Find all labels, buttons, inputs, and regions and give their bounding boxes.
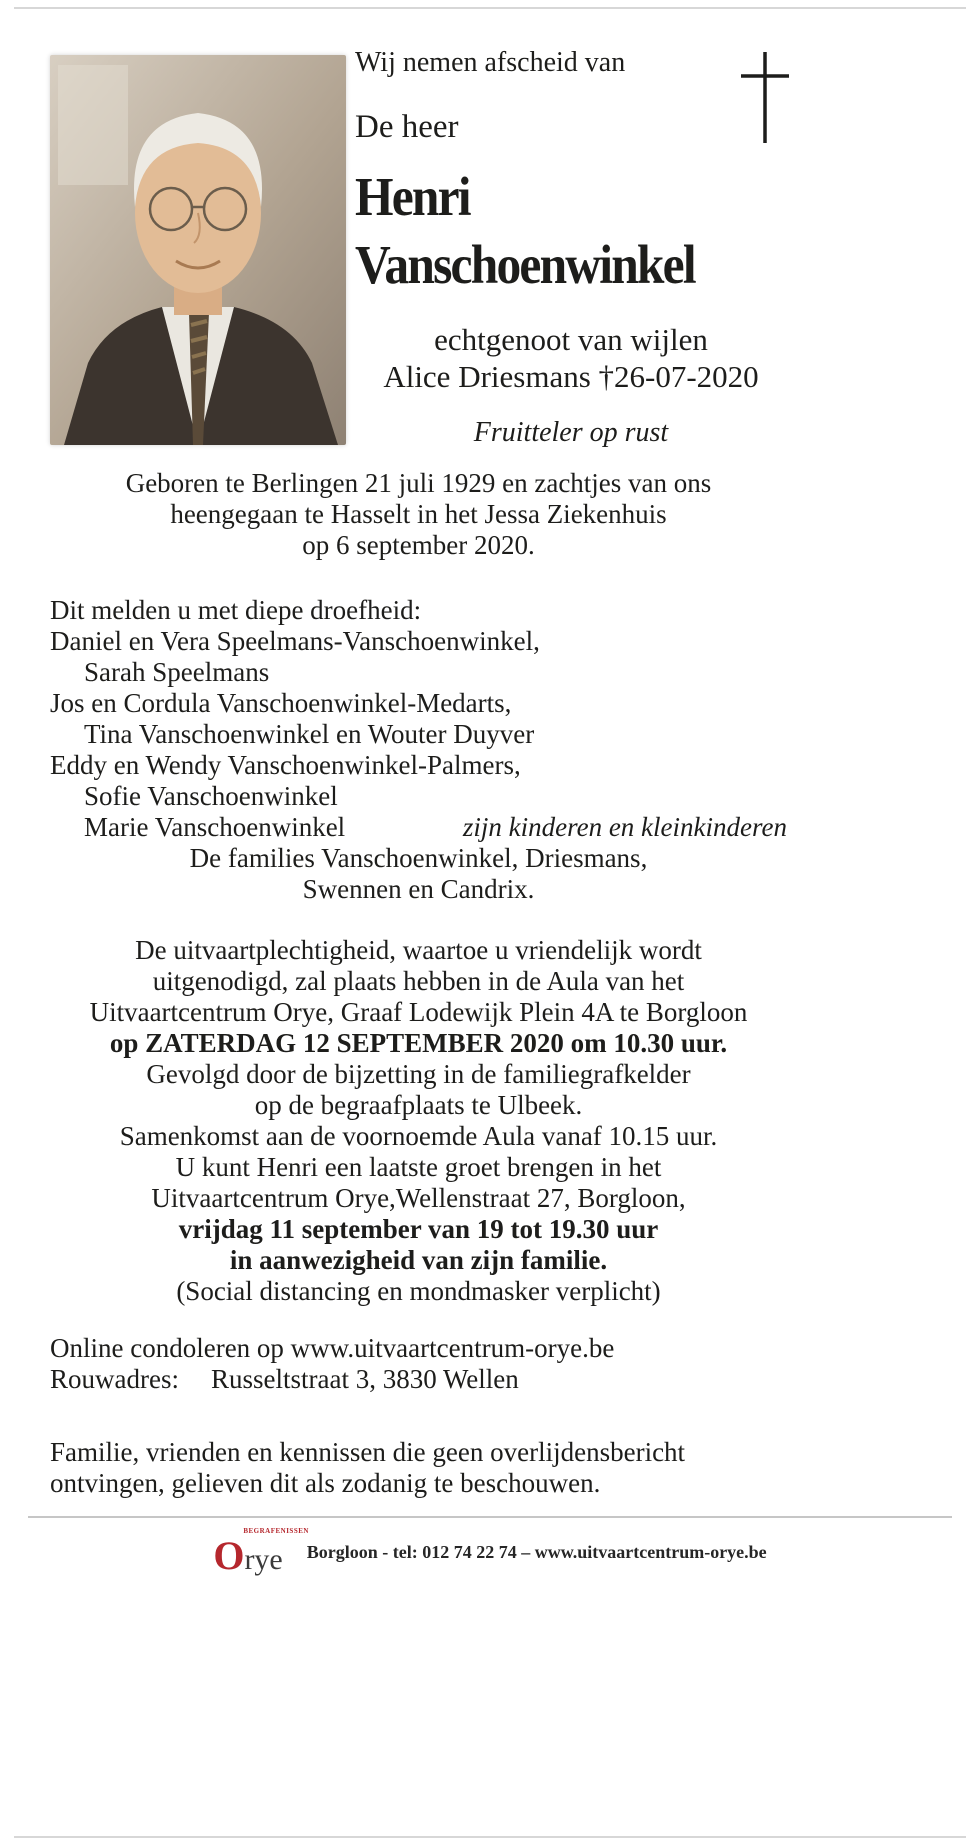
family-member-line: Sarah Speelmans xyxy=(84,657,270,687)
scan-edge-bottom xyxy=(14,1836,966,1838)
ceremony-line: uitgenodigd, zal plaats hebben in de Aula van het xyxy=(152,966,685,996)
portrait-illustration xyxy=(50,55,346,445)
families-line: Swennen en Candrix. xyxy=(302,874,535,904)
condolence-block xyxy=(50,1333,787,1395)
cross-icon xyxy=(735,50,795,145)
orye-logo-letter-o: O xyxy=(213,1533,245,1578)
profession-note: Fruitteler op rust xyxy=(473,417,669,448)
family-member-line: Tina Vanschoenwinkel en Wouter Duyver xyxy=(84,719,535,749)
family-member-line: Daniel en Vera Speelmans-Vanschoenwinkel, xyxy=(50,626,540,656)
salutation: De heer xyxy=(355,109,459,145)
ceremony-line: De uitvaartplechtigheid, waartoe u vriendelijk wordt xyxy=(135,935,702,965)
family-member-name: Marie Vanschoenwinkel xyxy=(84,812,346,842)
family-announcement xyxy=(50,595,787,905)
farewell-intro: Wij nemen afscheid van xyxy=(355,47,626,78)
deceased-name xyxy=(355,163,744,299)
visitation-family-line: in aanwezigheid van zijn familie. xyxy=(229,1245,608,1275)
footer-divider xyxy=(28,1516,952,1518)
family-member-line: Sofie Vanschoenwinkel xyxy=(84,781,338,811)
birth-line: heengegaan te Hasselt in het Jessa Ziekenhuis xyxy=(170,499,667,529)
orye-logo-small-text: BEGRAFENISSEN xyxy=(243,1527,309,1535)
announcement-body xyxy=(50,468,787,1499)
footer-contact: Borgloon - tel: 012 74 22 74 – www.uitvaartcentrum-orye.be xyxy=(306,1541,767,1562)
families-line: De families Vanschoenwinkel, Driesmans, xyxy=(189,843,648,873)
orye-logo xyxy=(213,1527,309,1578)
ceremony-date-line: op ZATERDAG 12 SEPTEMBER 2020 om 10.30 uur. xyxy=(109,1028,728,1058)
online-condolence-line: Online condoleren op www.uitvaartcentrum-orye.be xyxy=(50,1333,615,1363)
spouse-prefix: echtgenoot van wijlen xyxy=(434,322,708,357)
relation-note: zijn kinderen en kleinkinderen xyxy=(462,812,787,842)
portrait-photo xyxy=(50,55,346,445)
spouse-name: Alice Driesmans †26-07-2020 xyxy=(383,359,759,394)
ceremony-line: Samenkomst aan de voornoemde Aula vanaf 10.15 uur. xyxy=(119,1121,718,1151)
ceremony-line: Uitvaartcentrum Orye, Graaf Lodewijk Plein 4A te Borgloon xyxy=(89,997,748,1027)
ceremony-line: op de begraafplaats te Ulbeek. xyxy=(254,1090,583,1120)
birth-line: op 6 september 2020. xyxy=(302,530,535,560)
ceremony-line: Gevolgd door de bijzetting in de familiegrafkelder xyxy=(146,1059,691,1089)
birth-death-paragraph xyxy=(50,468,787,561)
closing-line: ontvingen, gelieven dit als zodanig te beschouwen. xyxy=(50,1468,601,1498)
closing-paragraph xyxy=(50,1437,787,1499)
birth-line: Geboren te Berlingen 21 juli 1929 en zachtjes van ons xyxy=(125,468,712,498)
footer xyxy=(0,1527,980,1577)
spouse-block xyxy=(355,321,787,395)
orye-logo-rest: rye xyxy=(244,1543,283,1576)
mourning-address-line xyxy=(50,1364,787,1395)
visitation-date-line: vrijdag 11 september van 19 tot 19.30 uur xyxy=(178,1214,659,1244)
mourning-address-label: Rouwadres: xyxy=(50,1364,179,1394)
ceremony-line: Uitvaartcentrum Orye,Wellenstraat 27, Borgloon, xyxy=(151,1183,686,1213)
deceased-last-name: Vanschoenwinkel xyxy=(355,234,695,295)
covid-note-line: (Social distancing en mondmasker verplicht) xyxy=(176,1276,661,1306)
ceremony-paragraph xyxy=(50,935,787,1307)
ceremony-line: U kunt Henri een laatste groet brengen in het xyxy=(175,1152,662,1182)
deceased-first-name: Henri xyxy=(355,166,470,227)
family-intro: Dit melden u met diepe droefheid: xyxy=(50,595,422,625)
family-member-line xyxy=(50,812,787,843)
scan-edge-top xyxy=(14,7,966,9)
header xyxy=(355,45,787,449)
family-member-line: Jos en Cordula Vanschoenwinkel-Medarts, xyxy=(50,688,512,718)
family-member-line: Eddy en Wendy Vanschoenwinkel-Palmers, xyxy=(50,750,521,780)
closing-line: Familie, vrienden en kennissen die geen overlijdensbericht xyxy=(50,1437,686,1467)
mourning-address-value: Russeltstraat 3, 3830 Wellen xyxy=(210,1364,519,1394)
